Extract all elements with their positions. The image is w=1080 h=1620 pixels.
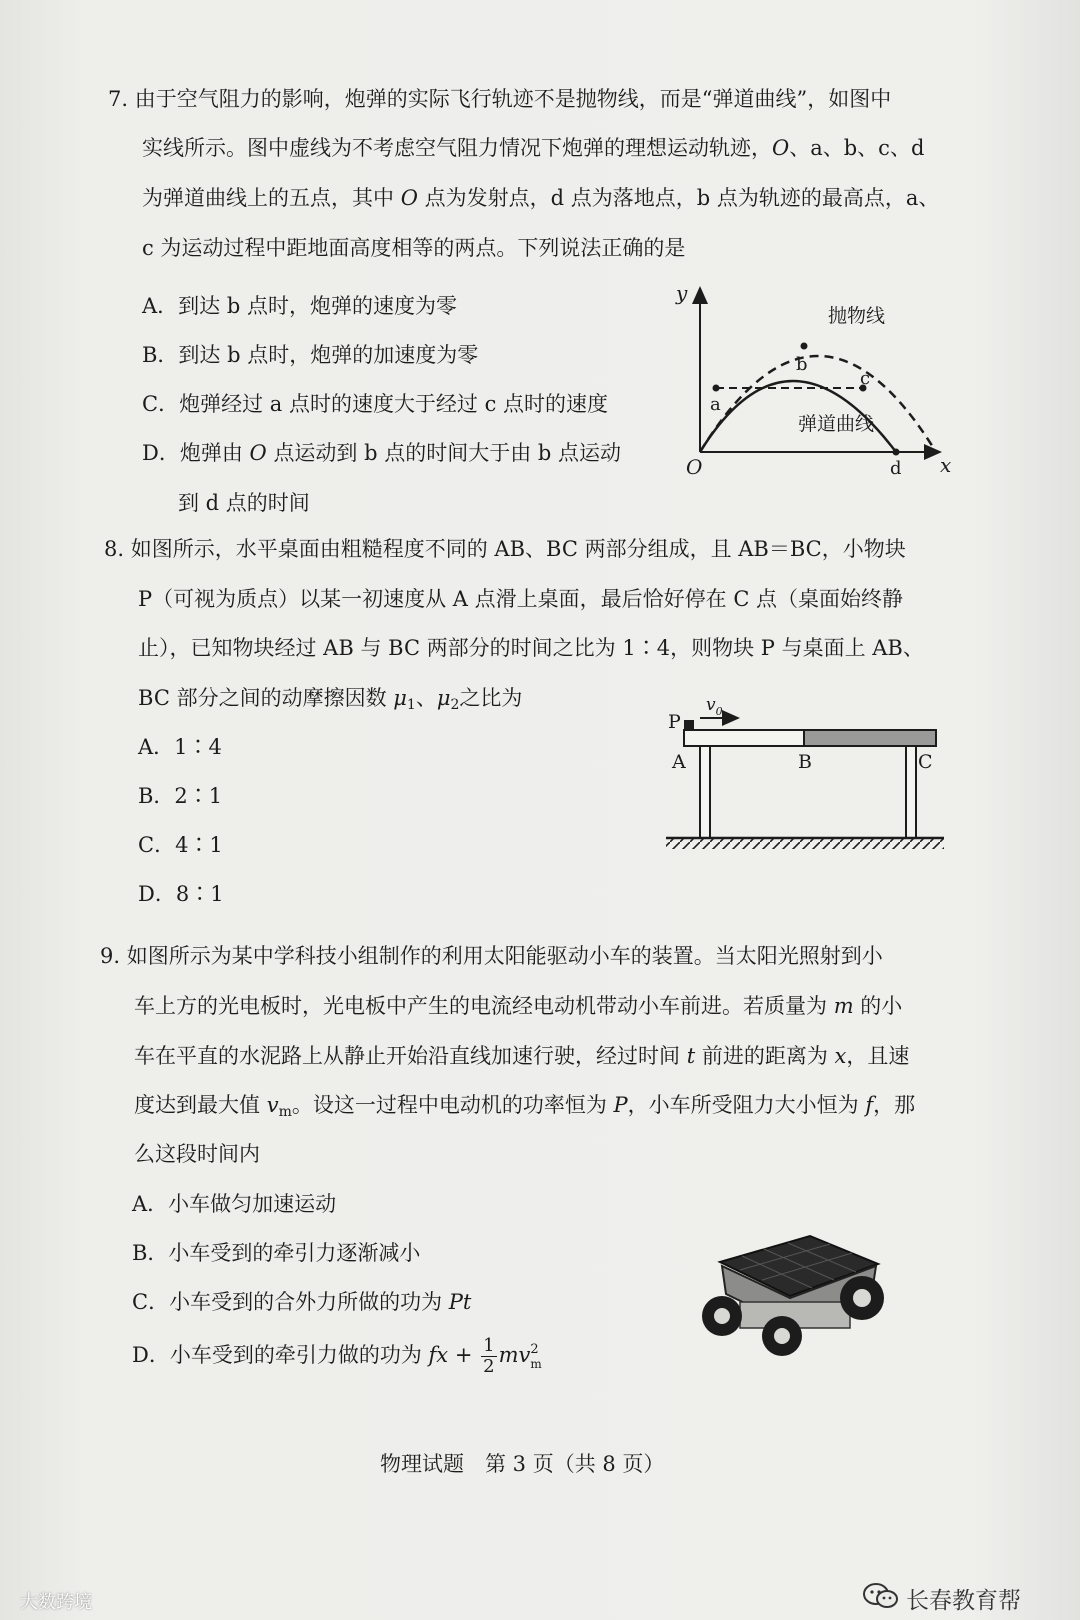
q8-line-2: P（可视为质点）以某一初速度从 A 点滑上桌面，最后恰好停在 C 点（桌面始终静 [138, 587, 904, 611]
ground-hatch [666, 839, 944, 849]
velocity-label: $v_0$ [706, 695, 723, 718]
parabola-curve [700, 356, 936, 452]
wheel-right-back [840, 1276, 884, 1320]
q8-option-c: C．4∶1 [138, 833, 223, 857]
q8-line-3: 止），已知物块经过 AB 与 BC 两部分的时间之比为 1∶4，则物块 P 与桌面上 AB、 [138, 636, 924, 660]
q7-trajectory-figure [668, 280, 968, 480]
point-b-label: B [798, 751, 812, 773]
q9-line-2: 车上方的光电板时，光电板中产生的电流经电动机带动小车前进。若质量为 m 的小 [134, 994, 903, 1018]
q8-option-a: A．1∶4 [138, 735, 222, 759]
q8-option-d: D．8∶1 [138, 882, 224, 906]
q9-line-5: 么这段时间内 [134, 1142, 260, 1166]
q7-line-3: 为弹道曲线上的五点，其中 O 点为发射点，d 点为落地点，b 点为轨迹的最高点，a、 [142, 186, 940, 210]
point-a-label: A [672, 751, 686, 773]
q7-option-d: D．炮弹由 O 点运动到 b 点的时间大于由 b 点运动 [142, 441, 622, 465]
point-b [801, 343, 808, 350]
q8-line-1: 8. 如图所示，水平桌面由粗糙程度不同的 AB、BC 两部分组成，且 AB＝BC，小物块 [104, 537, 906, 561]
point-b-label: b [796, 354, 808, 375]
ballistic-label: 弹道曲线 [798, 413, 875, 435]
point-c-label: c [860, 368, 871, 389]
parabola-label: 抛物线 [828, 305, 886, 327]
q9-line-3: 车在平直的水泥路上从静止开始沿直线加速行驶，经过时间 t 前进的距离为 x，且速 [134, 1044, 910, 1068]
q9-option-c: C．小车受到的合外力所做的功为 Pt [132, 1290, 472, 1314]
table-top-bc [804, 730, 936, 746]
q7-option-d-cont: 到 d 点的时间 [178, 491, 310, 515]
q9-line-1: 9. 如图所示为某中学科技小组制作的利用太阳能驱动小车的装置。当太阳光照射到小 [100, 944, 883, 968]
page-footer: 物理试题 第 3 页（共 8 页） [380, 1452, 665, 1476]
q7-option-a: A．到达 b 点时，炮弹的速度为零 [142, 294, 457, 318]
q9-option-b: B．小车受到的牵引力逐渐减小 [132, 1241, 421, 1265]
y-axis-label: y [676, 281, 688, 305]
point-a [713, 385, 720, 392]
watermark-brand-right: 长春教育帮 [906, 1588, 1021, 1614]
fraction-one-half: $\frac{1}{2}$ [483, 1335, 495, 1377]
watermark-brand-left: 大数跨境 [20, 1592, 92, 1613]
table-leg-right [906, 746, 916, 838]
q8-option-b: B．2∶1 [138, 784, 223, 808]
x-axis-label: x [940, 453, 952, 477]
point-a-label: a [710, 394, 721, 415]
point-c-label: C [918, 751, 933, 773]
wheel-front [762, 1316, 802, 1356]
q7-line-4: c 为运动过程中距地面高度相等的两点。下列说法正确的是 [142, 236, 686, 260]
table-leg-left [700, 746, 710, 838]
wechat-icon [862, 1582, 900, 1610]
q7-option-b: B．到达 b 点时，炮弹的加速度为零 [142, 343, 479, 367]
q7-line-1: 7. 由于空气阻力的影响，炮弹的实际飞行轨迹不是抛物线，而是“弹道曲线”，如图中 [108, 87, 892, 111]
solar-car-image [700, 1222, 900, 1372]
q9-option-d: D．小车受到的牵引力做的功为 fx + $\frac{1}{2}$ mv 2 m [132, 1335, 542, 1377]
point-d-label: d [890, 458, 902, 479]
origin-label: O [686, 455, 703, 479]
q8-line-4: BC 部分之间的动摩擦因数 $\mu_1$、$\mu_2$之比为 [138, 686, 523, 713]
q8-table-figure [660, 692, 950, 862]
block-p [684, 720, 694, 730]
block-p-label: P [668, 711, 681, 733]
q9-line-4: 度达到最大值 $v_m$。设这一过程中电动机的功率恒为 P，小车所受阻力大小恒为 f，那 [134, 1093, 916, 1120]
q9-option-a: A．小车做匀加速运动 [132, 1192, 337, 1216]
q7-option-c: C．炮弹经过 a 点时的速度大于经过 c 点时的速度 [142, 392, 609, 416]
q7-line-2: 实线所示。图中虚线为不考虑空气阻力情况下炮弹的理想运动轨迹，O、a、b、c、d [142, 136, 925, 160]
wheel-left-back [702, 1296, 742, 1336]
point-d [893, 449, 900, 456]
